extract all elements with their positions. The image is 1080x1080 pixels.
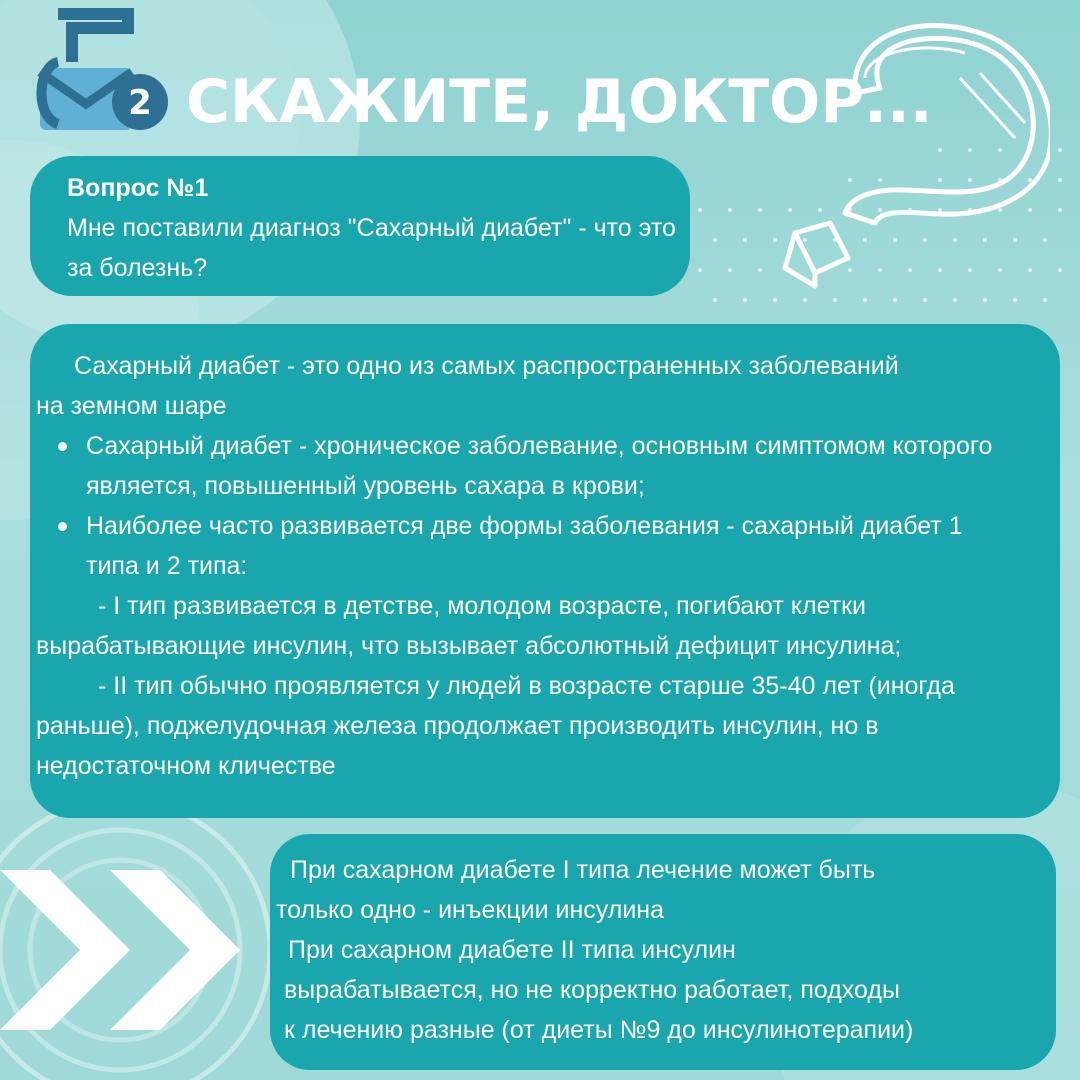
answer-card (30, 324, 1060, 818)
treatment-line: При сахарном диабете I типа лечение может быть (290, 856, 876, 884)
answer-bullet-list (36, 426, 1066, 586)
treatment-line: к лечению разные (от диеты №9 до инсулинотерапии) (284, 1016, 914, 1044)
double-chevron-icon (0, 850, 240, 1050)
page-title: СКАЖИТЕ, ДОКТОР... (186, 67, 933, 137)
question-heading: Вопрос №1 (67, 174, 209, 202)
answer-type2: - II тип обычно проявляется у людей в возрасте старше 35-40 лет (иногда раньше), поджелудочная железа продолжает производить инсулин, но в недостаточном кличестве (36, 672, 955, 780)
question-mark-icon (770, 18, 1050, 298)
question-text: Мне поставили диагноз "Сахарный диабет" - что это за болезнь? (67, 214, 676, 282)
bullet-item: Наиболее часто развивается две формы заболевания - сахарный диабет 1 типа и 2 типа: (86, 506, 1016, 586)
clinic-logo-icon (28, 6, 168, 136)
answer-intro: Сахарный диабет - это одно из самых распространенных заболеваний на земном шаре (36, 352, 899, 420)
question-card (30, 156, 690, 296)
bullet-item: Сахарный диабет - хроническое заболевание, основным симптомом которого является, повышенный уровень сахара в крови; (86, 426, 1066, 506)
answer-type1: - I тип развивается в детстве, молодом возрасте, погибают клетки вырабатывающие инсулин, что вызывает абсолютный дефицит инсулина; (36, 592, 902, 660)
treatment-line: только одно - инъекции инсулина (276, 896, 664, 924)
treatment-line: При сахарном диабете II типа инсулин (288, 936, 736, 964)
logo-badge: 2 (128, 83, 152, 123)
treatment-line: вырабатывается, но не корректно работает, подходы (284, 976, 900, 1004)
treatment-card (270, 834, 1056, 1070)
